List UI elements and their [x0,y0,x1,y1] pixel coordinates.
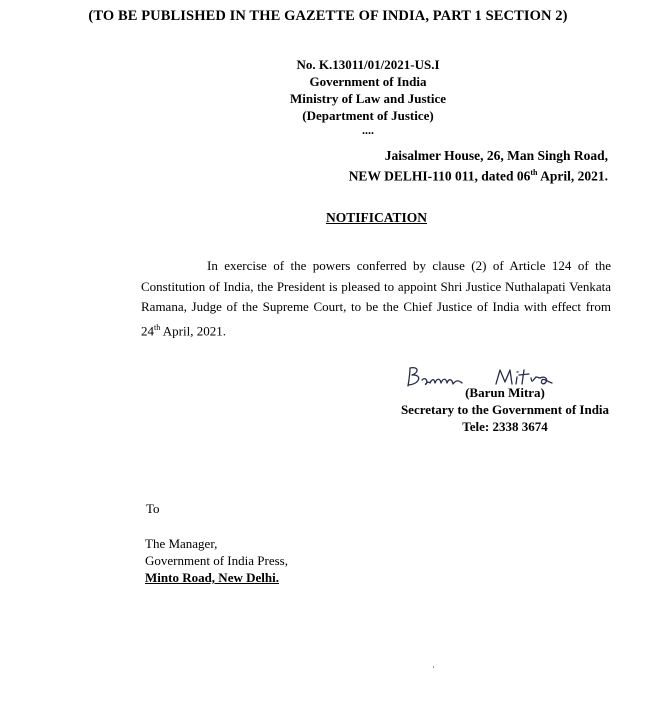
body-text-sup: th [154,322,161,332]
office-address [349,147,608,185]
body-text-end: April, 2021. [160,322,226,338]
address-date-suffix: April, 2021. [537,168,608,184]
reference-block [0,56,656,136]
to-label: To [146,501,160,516]
address-date-sup: th [530,168,538,177]
recipient-line-3: Minto Road, New Delhi. [145,570,279,585]
separator-dots: .... [362,123,374,137]
gazette-heading: (TO BE PUBLISHED IN THE GAZETTE OF INDIA, PART 1 SECTION 2) [88,8,568,24]
signatory-block [380,384,630,435]
notification-body [141,256,611,341]
signatory-designation: Secretary to the Government of India [400,402,610,417]
department-name: (Department of Justice) [302,108,434,123]
notification-paragraph [141,256,611,341]
government-name: Government of India [309,74,427,89]
recipient-line-1: The Manager, [145,536,218,551]
ministry-name: Ministry of Law and Justice [290,91,446,106]
address-line-1: Jaisalmer House, 26, Man Singh Road, [384,148,608,163]
address-line-2 [349,164,608,185]
body-text-main: In exercise of the powers conferred by clause (2) of Article 124 of the Constitution of India, the President is pleased to appoint Shri Justice Nuthalapati Venkata Ramana, Judge of the Supreme Court, to be the Chief Justice of India with effect from 24 [141,258,611,338]
address-date-prefix: NEW DELHI-110 011, dated 06 [348,168,531,184]
reference-number: No. K.13011/01/2021-US.I [296,57,440,72]
scan-speck [433,666,434,668]
signatory-phone: Tele: 2338 3674 [462,419,548,434]
recipient-address [145,535,288,586]
recipient-line-2: Government of India Press, [145,553,288,568]
signatory-name: (Barun Mitra) [465,385,545,400]
notification-title: NOTIFICATION [326,210,428,225]
